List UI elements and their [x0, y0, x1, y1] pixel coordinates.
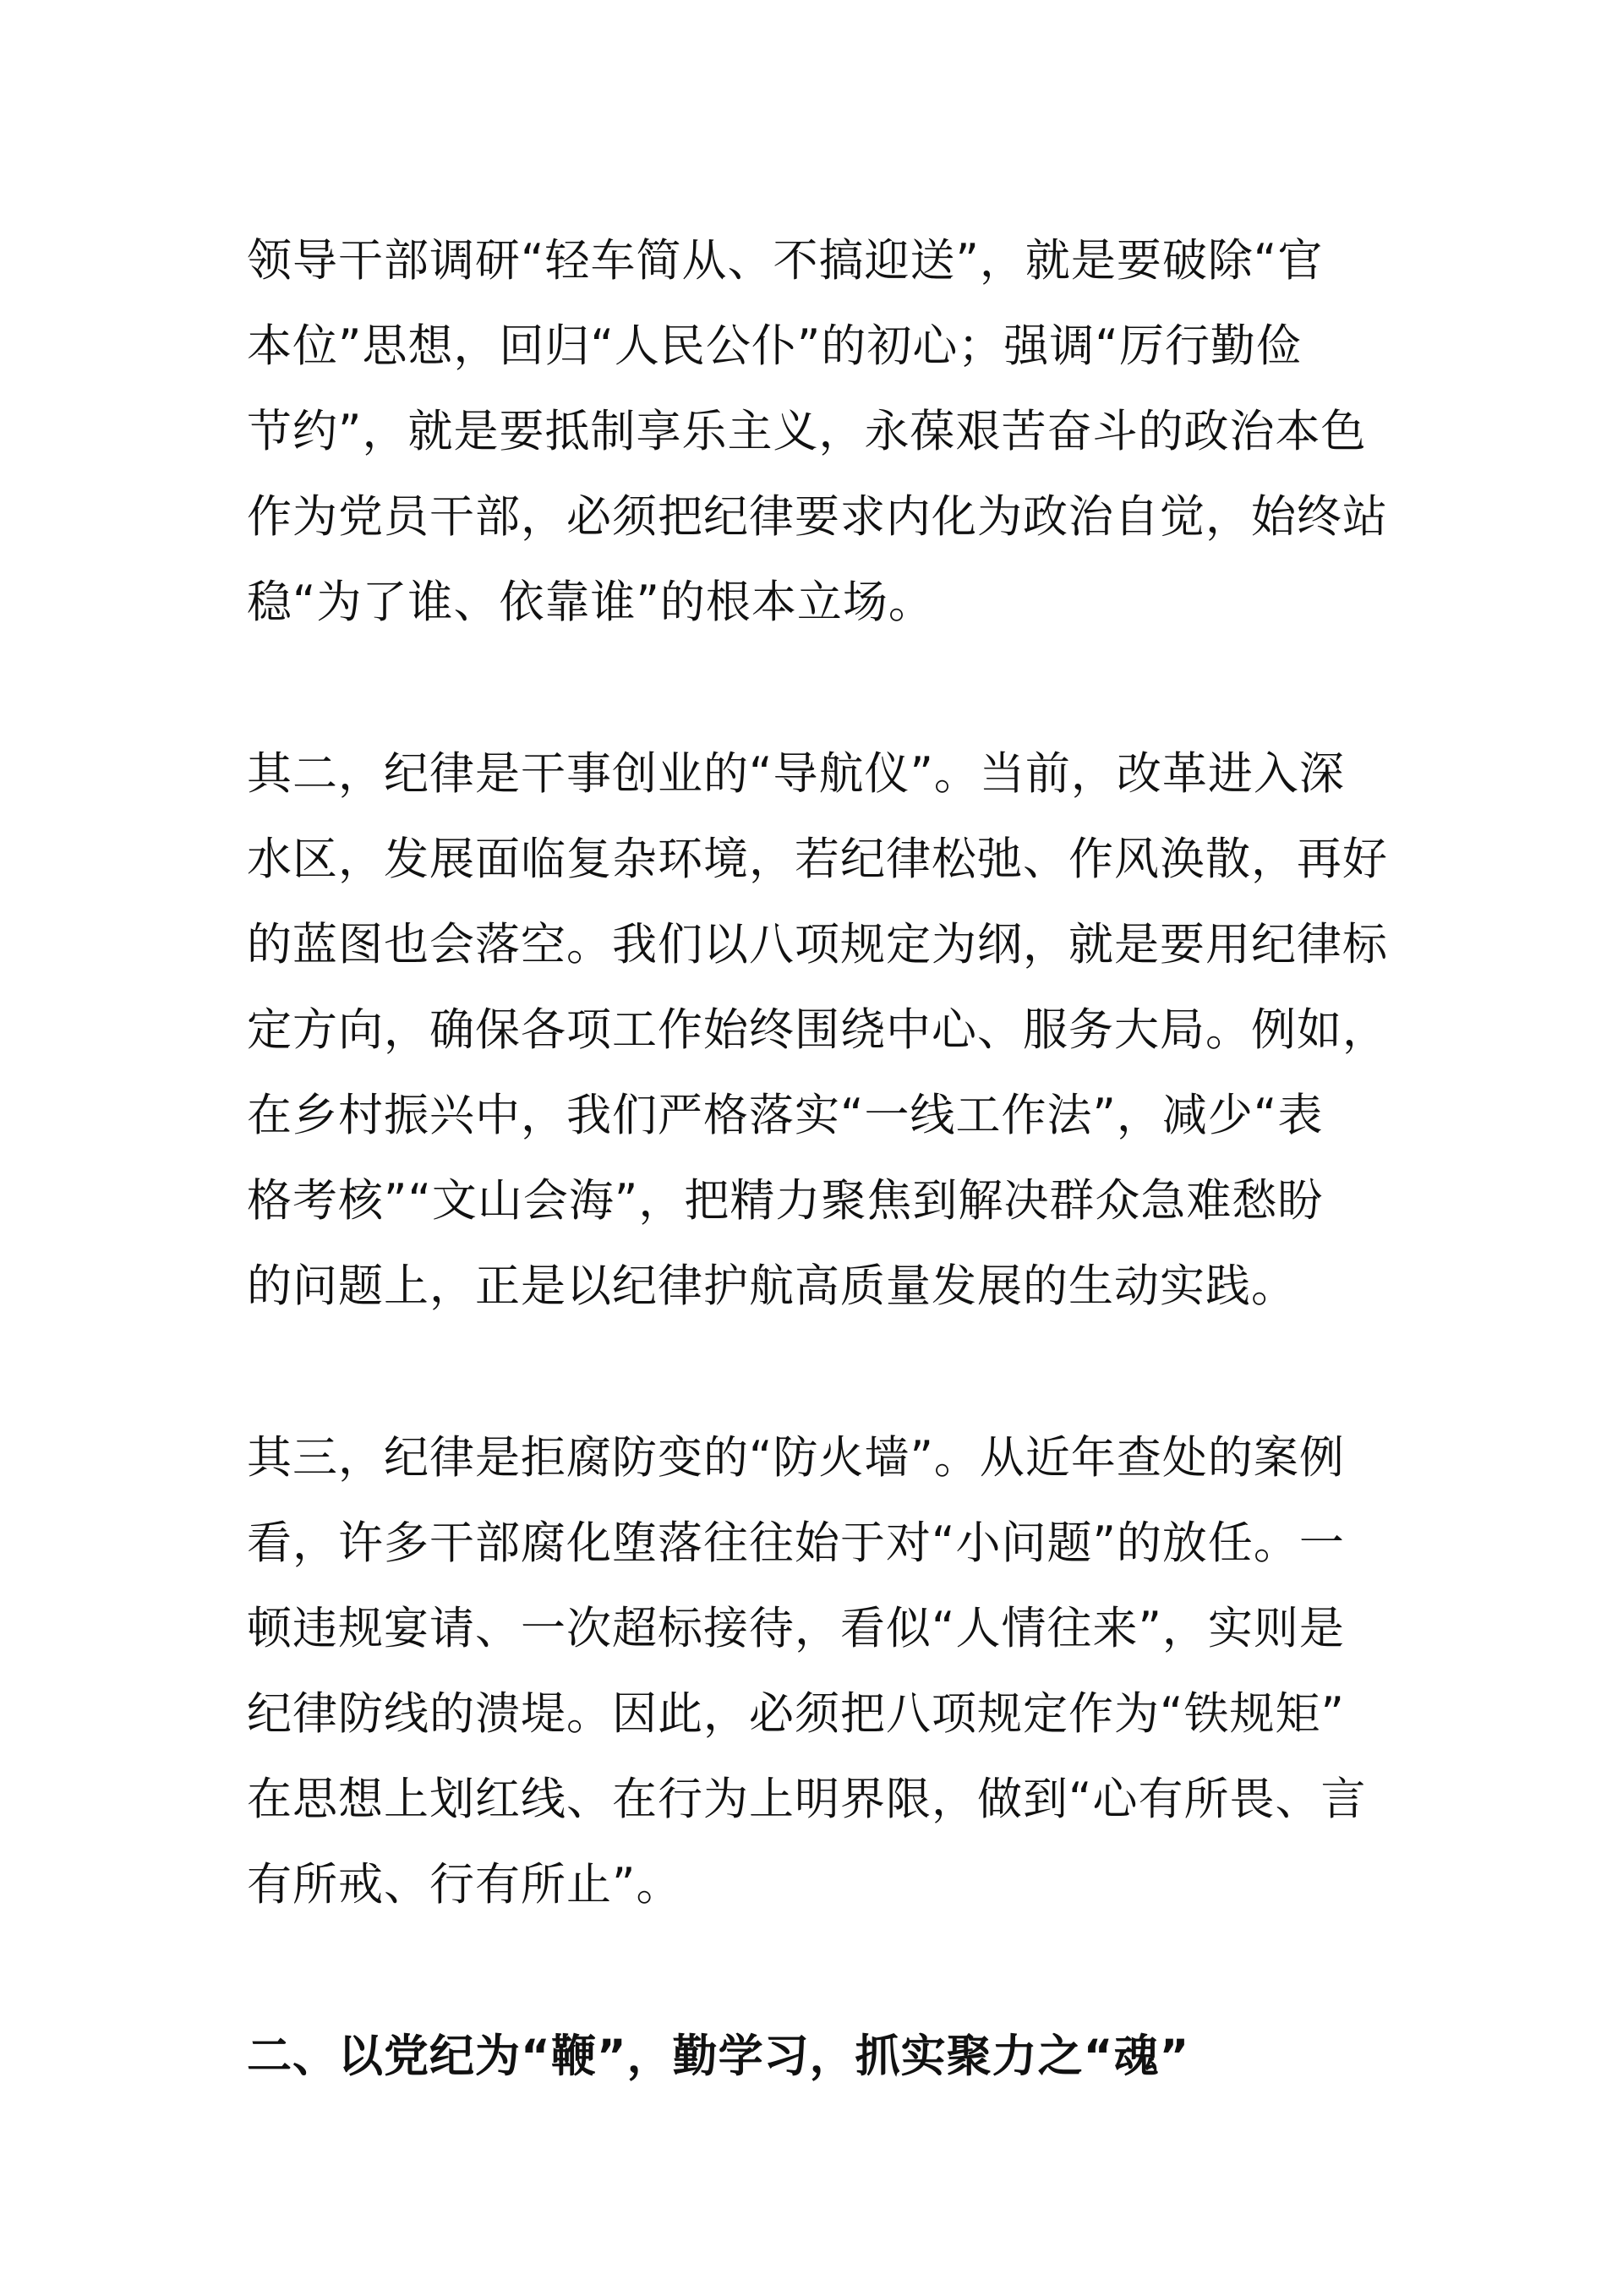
- text-line: 节约”，就是要抵制享乐主义，永葆艰苦奋斗的政治本色: [247, 406, 1367, 457]
- text-line: 在思想上划红线、在行为上明界限，做到“心有所畏、言: [247, 1774, 1367, 1825]
- text-line: 看，许多干部腐化堕落往往始于对“小问题”的放任。一: [247, 1517, 1345, 1569]
- paragraph-3: [247, 1415, 1385, 1927]
- text-line: 本位”思想，回归“人民公仆”的初心；强调“厉行勤俭: [247, 320, 1302, 372]
- text-line: 的问题上，正是以纪律护航高质量发展的生动实践。: [247, 1260, 1297, 1312]
- text-line: 的蓝图也会落空。我们以八项规定为纲，就是要用纪律标: [247, 919, 1388, 970]
- text-line: 在乡村振兴中，我们严格落实“一线工作法”，减少“表: [247, 1090, 1324, 1141]
- text-line: 定方向，确保各项工作始终围绕中心、服务大局。例如，: [247, 1004, 1388, 1056]
- text-line: 顿违规宴请、一次超标接待，看似“人情往来”，实则是: [247, 1603, 1345, 1654]
- paragraph-2: [247, 731, 1388, 1329]
- text-line: 其三，纪律是拒腐防变的“防火墙”。从近年查处的案例: [247, 1432, 1345, 1484]
- text-line: 纪律防线的溃堤。因此，必须把八项规定作为“铁规矩”: [247, 1688, 1345, 1740]
- section-heading: 二、以党纪为“鞭”，勤学习，抓实聚力之“魂”: [247, 2031, 1190, 2082]
- document-body: [247, 218, 1388, 2136]
- text-line: 格考核”“文山会海”，把精力聚焦到解决群众急难愁盼: [247, 1175, 1324, 1227]
- text-line: 作为党员干部，必须把纪律要求内化为政治自觉，始终站: [247, 491, 1388, 543]
- text-line: 有所戒、行有所止”。: [247, 1859, 682, 1911]
- text-line: 领导干部调研“轻车简从、不搞迎送”，就是要破除“官: [247, 235, 1324, 287]
- text-line: 水区，发展面临复杂环境，若纪律松弛、作风涣散，再好: [247, 834, 1388, 885]
- text-line: 其二，纪律是干事创业的“导航仪”。当前，改革进入深: [247, 748, 1345, 800]
- paragraph-1: [247, 218, 1388, 645]
- text-line: 稳“为了谁、依靠谁”的根本立场。: [247, 577, 934, 628]
